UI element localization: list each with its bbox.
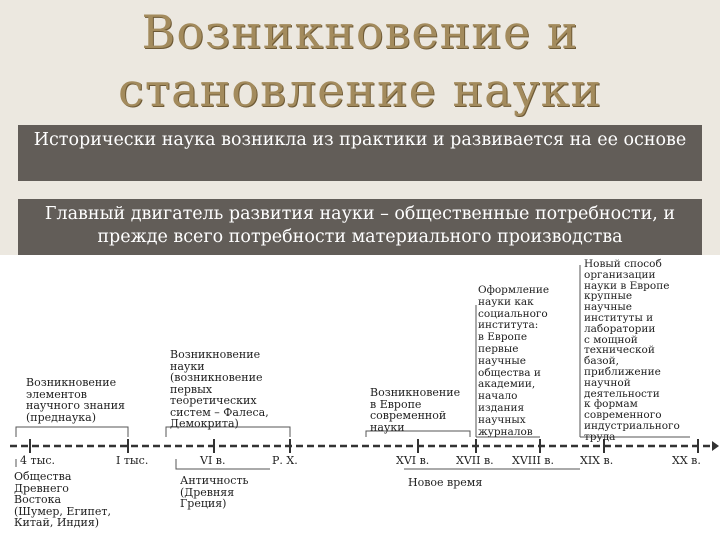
note-line: теоретических [170,394,257,407]
note-line: академии, [478,378,536,391]
note-line: научные [478,354,526,367]
timeline-arrowhead [712,441,719,451]
note-line: приближение [584,365,661,378]
note-line: первых [170,382,213,396]
note-line: общества и [478,366,541,379]
tick-label: XX в. [672,454,701,467]
tick-label: Р. Х. [272,454,298,467]
note-line: Оформление [478,284,550,296]
note-line: Китай, Индия) [14,516,100,529]
note-line: науки [370,420,405,434]
note-line: организации [584,268,656,281]
period-note-modern-science [370,387,460,433]
note-line: (возникновение [170,371,263,384]
note-line: науки как [478,295,534,308]
tick-label: XVI в. [396,454,430,467]
note-line: систем – Фалеса, [170,405,269,419]
note-line: в Европе [478,331,528,344]
note-line: научных [478,413,526,426]
period-note-ancient-science [170,349,269,430]
note-line: Древнего [14,481,69,495]
period-bracket [16,427,128,437]
note-line: индустриального [584,419,680,432]
note-line: социального [478,307,548,320]
note-line: технической [584,344,655,357]
tick-label: XIX в. [580,454,614,467]
note-line: первые [478,342,519,355]
tick-label: VI в. [200,454,226,467]
note-line: Общества [14,470,72,483]
note-line: крупные [584,290,633,303]
note-line: Новое время [408,476,483,489]
note-line: современной [370,409,447,422]
note-line: Возникновение [370,386,461,399]
note-line: издания [478,401,525,414]
note-line: Востока [14,493,62,506]
note-line: научного знания [26,399,125,412]
note-line: Возникновение [26,376,117,389]
note-line: (Шумер, Египет, [14,504,111,518]
note-line: современного [584,409,662,422]
note-line: институты и [584,311,654,324]
note-line: с мощной [584,333,638,346]
note-line: деятельности [584,387,660,400]
note-line: Возникновение [170,348,261,361]
slide-title [0,0,720,122]
note-line: Греция) [180,497,227,510]
period-note-ancient-east [14,471,111,529]
period-note-modern-times [408,477,482,489]
note-line: научные [584,301,632,314]
note-line: к формам [584,398,638,411]
note-line: лаборатории [584,322,656,335]
tick-label: I тыс. [116,454,149,467]
note-line: начало [478,390,518,403]
statement-band-1: Исторически наука возникла из практики и развивается на ее основе [18,125,702,181]
note-line: в Европе [370,397,422,411]
tick-label: 4 тыс. [20,454,55,467]
history-timeline [0,255,720,540]
tick-label: XVII в. [456,454,494,467]
note-line: института: [478,319,539,332]
period-note-social-institute [478,285,549,438]
statement-band-2: Главный двигатель развития науки – общественные потребности, и прежде всего потребности материального производства [18,199,702,255]
note-line: элементов [26,387,87,401]
note-line: науки в Европе [584,279,670,292]
note-line: базой, [584,355,619,368]
period-note-preknowledge [26,377,125,423]
note-line: Античность [180,474,249,487]
note-line: Новый способ [584,258,662,270]
note-line: Демокрита) [170,417,239,430]
note-line: журналов [478,425,533,438]
period-note-antiquity [180,475,249,510]
note-line: научной [584,376,631,389]
period-note-new-organization [584,259,680,443]
title-line-1: Возникновение и [141,5,579,59]
tick-label: XVIII в. [512,454,554,467]
note-line: труда [584,430,616,443]
note-line: (Древняя [180,485,235,499]
title-line-2: становление науки [117,63,603,117]
note-line: науки [170,359,205,373]
note-line: (преднаука) [26,410,97,424]
